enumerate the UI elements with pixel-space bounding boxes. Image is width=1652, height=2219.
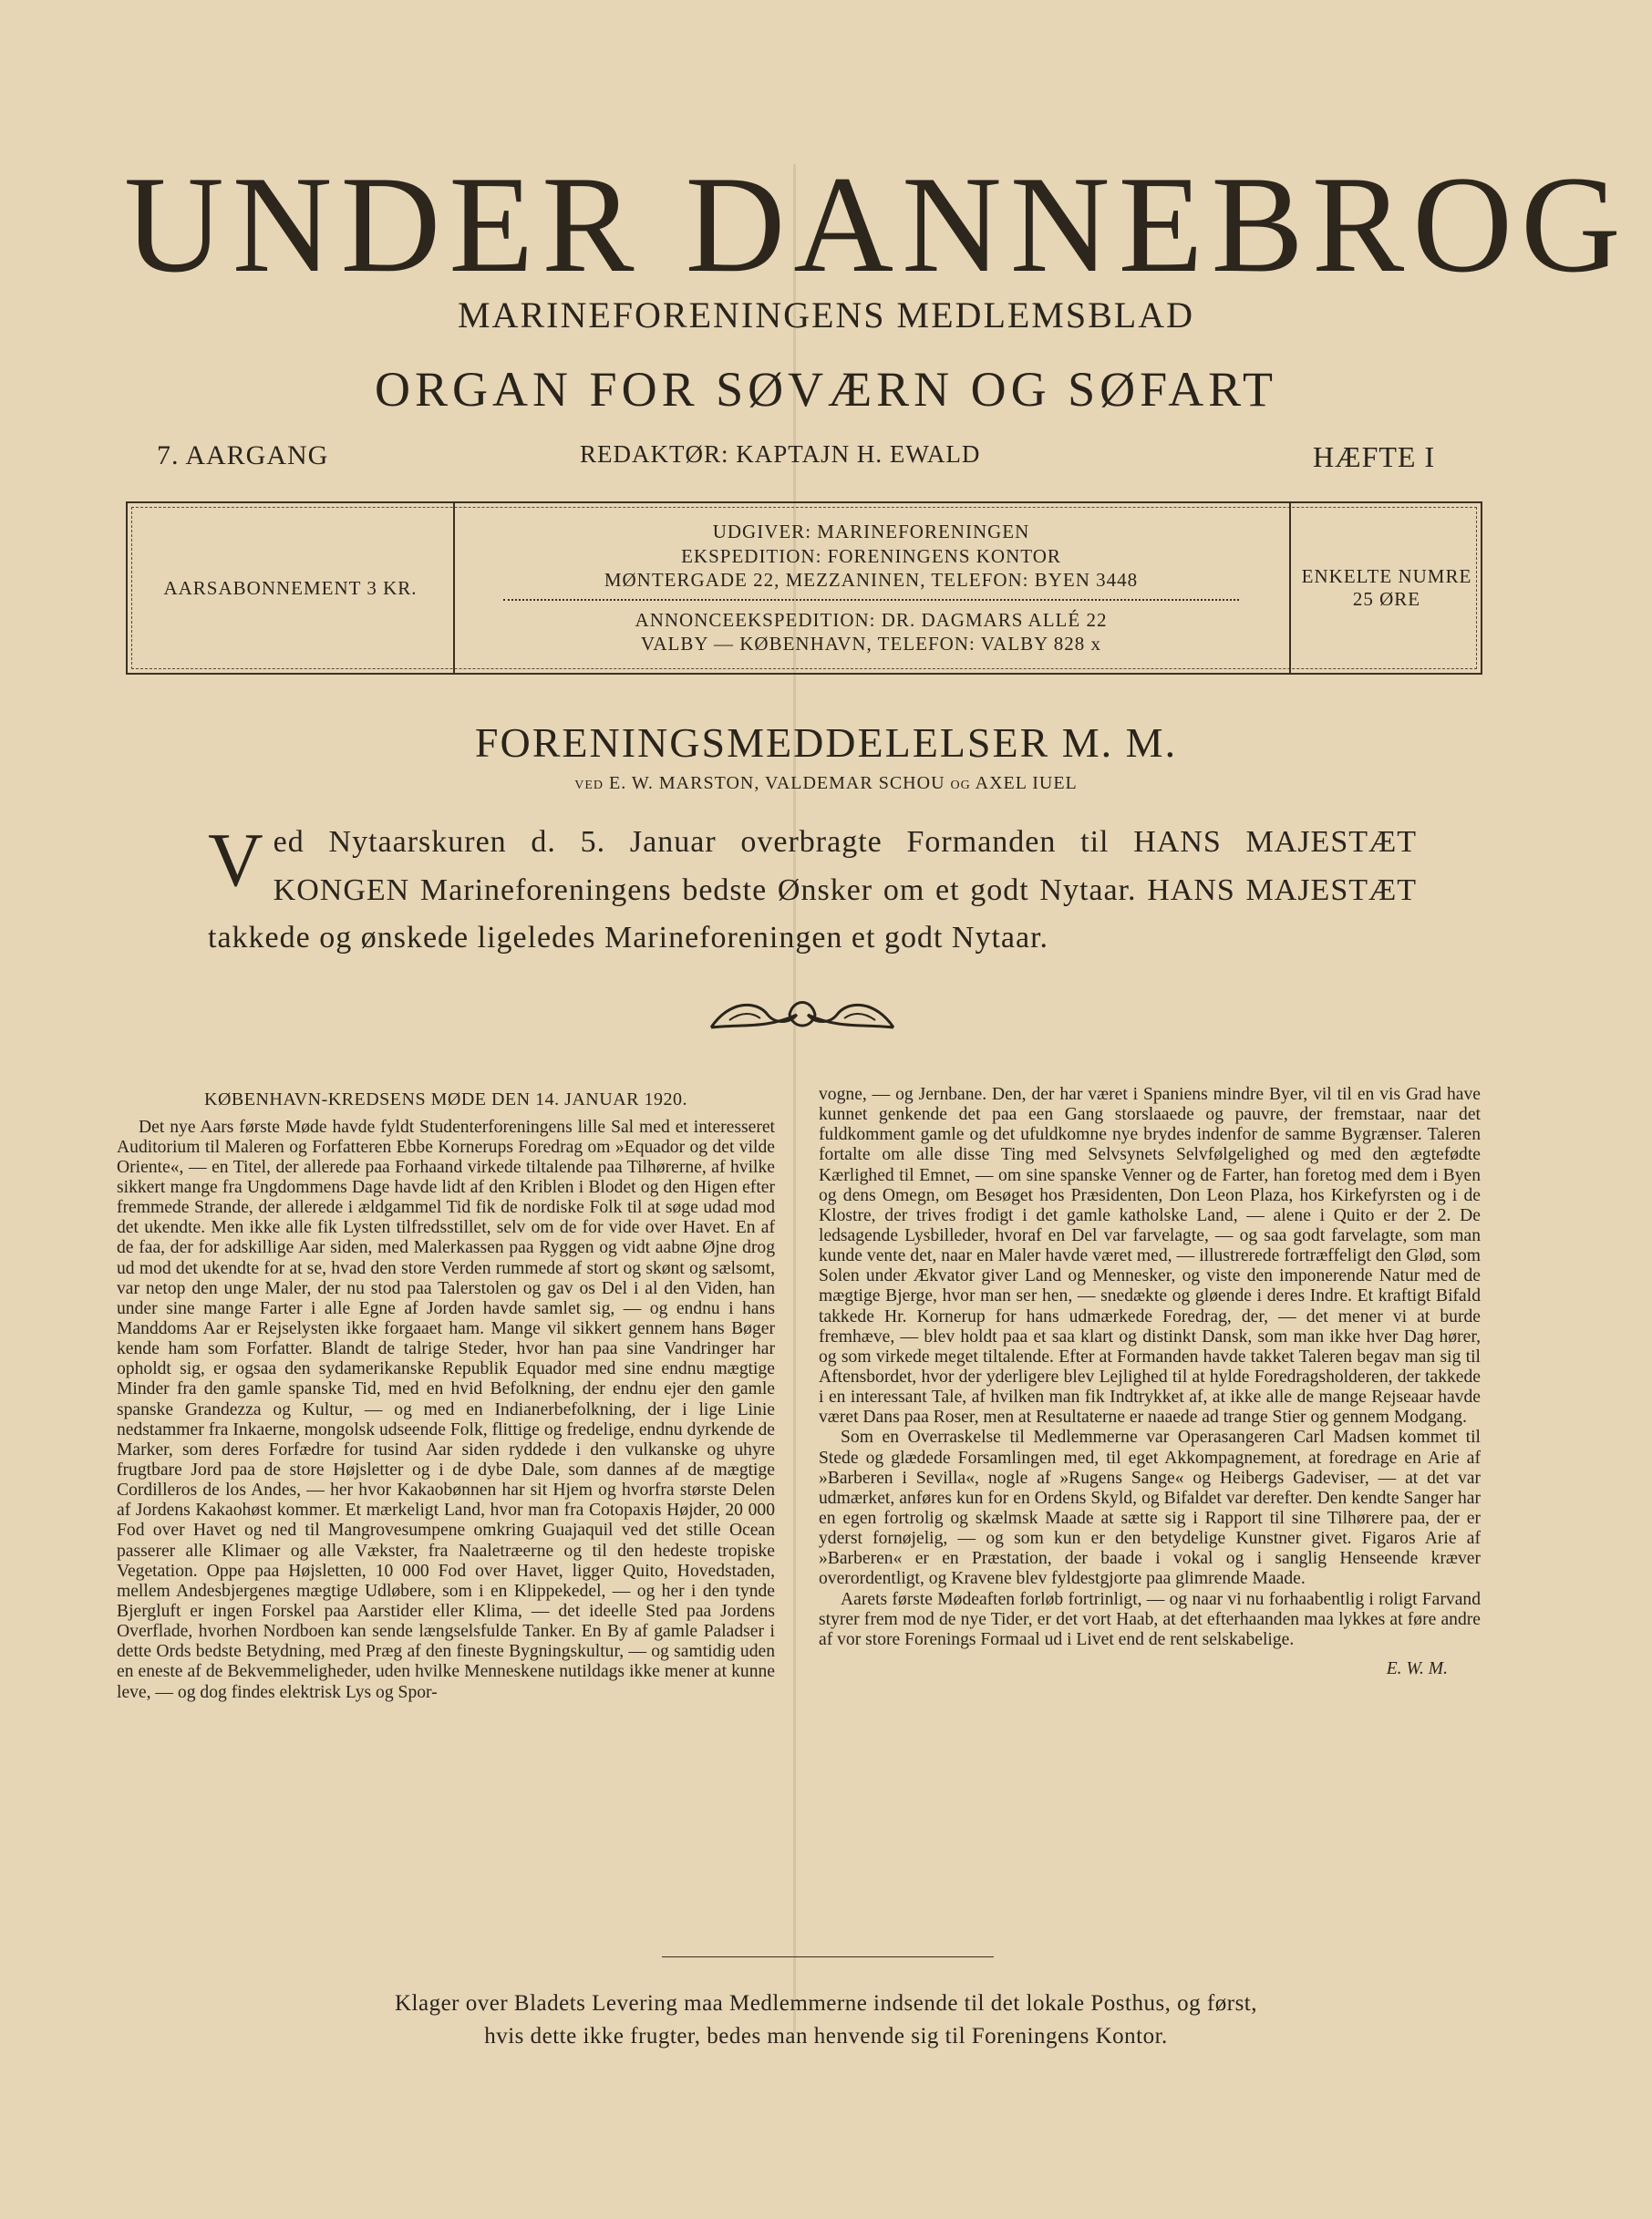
drop-cap: V	[208, 818, 264, 903]
subscription-price: AARSABONNEMENT 3 KR.	[163, 576, 418, 599]
byline-names: AXEL IUEL	[975, 773, 1078, 793]
scroll-ornament-icon	[702, 987, 903, 1042]
issue-label: HÆFTE I	[1313, 440, 1436, 473]
article-column-right	[819, 1085, 1481, 1679]
article-paragraph: Det nye Aars første Møde havde fyldt Studenterforeningens lille Sal med et interesseret Auditorium til Maleren og Forfatteren Ebbe Kornerups Foredrag om »Equador og det vilde Oriente«, — en Titel, der allerede paa Forhaand virkede tiltalende paa Tilhørerne, af hvilke sikkert mange fra Ungdommens Dage havde lidt af den Kriblen i Blodet og den Higen efter fremmede Strande, der allerede i ældgammel Tid fik de nordiske Folk til at søge udad mod det ukendte. Men ikke alle fik Lysten tilfredsstillet, selv om de for vide over Havet. En af de faa, der for adskillige Aar siden, med Malerkassen paa Ryggen og vidt aabne Øjne drog ud mod det ukendte for at se, hvad den store Verden rummede af stort og skønt og sælsomt, var netop den unge Maler, der nu stod paa Talerstolen og gav os Del i al den Viden, han under sine mange Farter i alle Egne af Jorden havde samlet sig, — og endnu i hans Manddoms Aar er Rejselysten ikke forgaaet ham. Mange vil sikkert gennem hans Bøger kende ham som Forfatter. Blandt de talrige Steder, hvor han paa sine Vandringer har opholdt sig, er ogsaa den sydamerikanske Republik Equador med sine endnu mægtige Minder fra den gamle spanske Tid, med en hvid Befolkning, der endnu ejer den gamle spanske Grandezza og Kultur, — og med en Indianerbefolkning, der i lige Linie nedstammer fra Inkaerne, mongolsk udseende Folk, flittige og fredelige, endnu dyrkende de Marker, som deres Forfædre for tusind Aar siden ryddede i den vulkanske og uhyre frugtbare Jord paa de store Højsletter og i de dybe Dale, som dannes af de mægtige Cordilleros de los Andes, — her hvor Kakaobønnen har sit Hjem og hvorfra største Delen af Jordens Kakaohøst kommer. Et mærkeligt Land, hvor man fra Cotopaxis Højder, 20 000 Fod over Havet og ned til Mangrovesumpene omkring Guajaquil ved det stille Ocean passerer alle Klimaer og alle Vækster, fra Naaletræerne og til den hedeste tropiske Vegetation. Oppe paa Højsletten, 10 000 Fod over Havet, ligger Quito, Hovedstaden, mellem Andesbjergenes mægtige Udløbere, som i en Klippekedel, — og her i den tynde Bjergluft er ingen Forskel paa Aarstider eller Klima, — det ideelle Sted paa Jordens Overflade, hvorhen Nordboen kan sende længselsfulde Tanker. En By af gamle Paladser i dette Ords bedste Betydning, med Præg af den fineste Bygningskultur, — og samtidig uden en eneste af de Bekvemmeligheder, uden hvilke Menneskene nutildags ikke mener at kunne leve, — og dog findes elektrisk Lys og Spor-	[117, 1117, 775, 1702]
info-box	[126, 501, 1482, 675]
masthead-subtitle: MARINEFORENINGENS MEDLEMSBLAD	[457, 294, 1195, 335]
masthead-title: UNDER DANNEBROG	[124, 148, 1629, 301]
byline-ved: VED	[574, 779, 604, 792]
publisher-block	[604, 520, 1138, 592]
footer-notice	[0, 1987, 1652, 2054]
footer-line: Klager over Bladets Levering maa Medlemmerne indsende til det lokale Posthus, og først,	[394, 1991, 1258, 2016]
subscription-cell	[128, 503, 455, 673]
article-column-left	[117, 1089, 775, 1703]
ads-line: VALBY — KØBENHAVN, TELEFON: VALBY 828 x	[640, 633, 1102, 655]
ads-block	[635, 608, 1108, 656]
article-paragraph: vogne, — og Jernbane. Den, der har været i Spaniens mindre Byer, vil til en vis Grad have kunnet genkende det paa een Gang storslaaede og pauvre, der fremstaar, naar det fuldkomment gamle og det ufuldkomne nye brydes indenfor de samme Bygrænser. Taleren fortalte om alle disse Ting med Selvsynets Selvfølgelighed og med den ægtefødte Kærlighed til Emnet, — om sine spanske Venner og de Farter, han foretog med dem i Byen og dens Omegn, om Besøget hos Præsidenten, Don Leon Plaza, hos Kirkefyrsten og i de Klostre, der trives frodigt i det gamle katholske Land, — alene i Quito er der 2. De ledsagende Lysbilleder, hvoraf en Del var farvelagte, — og saa godt farvelagte, som man kunde vente det, naar en Maler havde været med, — illustrerede fortræffeligt den Glød, som Solen under Ækvator giver Land og Mennesker, og viste den imponerende Natur med de mægtige Bjerge, hvor man ser hen, — snedækte og gløende i deres Indre. Et kraftigt Bifald takkede Hr. Kornerup for hans udmærkede Foredrag, der, — det mener vi at burde fremhæve, — blev holdt paa et saa klart og distinkt Dansk, som man ikke hver Dag hører, og som virkede meget tiltalende. Efter at Formanden havde takket Taleren begav man sig til Aftensbordet, hvor der yderligere blev Lejlighed til at hylde Foredragsholderen, der takkede i en interessant Tale, af hvilken man fik Indtrykket af, at ikke alle de mange Rejseaar havde været Dans paa Roser, men at Resultaterne er naaede ad trange Stier og gennem Modgang.	[819, 1085, 1481, 1428]
lead-text: ed Nytaarskuren d. 5. Januar overbragte Formanden til HANS MAJESTÆT KONGEN Marineforeningens bedste Ønsker om et godt Nytaar. HANS MAJESTÆT takkede og ønskede ligeledes Marineforeningen et godt Nytaar.	[208, 825, 1417, 955]
single-issue-cell	[1289, 503, 1484, 673]
footer-line: hvis dette ikke frugter, bedes man henvende sig til Foreningens Kontor.	[484, 2024, 1168, 2049]
ads-line: ANNONCEEKSPEDITION: DR. DAGMARS ALLÉ 22	[635, 609, 1108, 632]
masthead-organ: ORGAN FOR SØVÆRN OG SØFART	[375, 362, 1277, 417]
lead-paragraph	[208, 819, 1417, 963]
single-issue-price: ENKELTE NUMRE 25 ØRE	[1301, 565, 1472, 610]
byline-og: OG	[950, 779, 971, 792]
dotted-divider	[503, 599, 1239, 601]
publisher-line: UDGIVER: MARINEFORENINGEN	[712, 521, 1030, 543]
section-byline	[0, 773, 1652, 794]
editor-label: REDAKTØR: KAPTAJN H. EWALD	[580, 440, 981, 468]
article-paragraph: Aarets første Mødeaften forløb fortrinligt, — og naar vi nu forhaabentlig i roligt Farvand styrer frem mod de nye Tider, er det vort Haab, at det efterhaanden maa lykkes at føre andre af vor store Forenings Formaal ud i Livet end de rent selskabelige.	[819, 1589, 1481, 1649]
section-heading: FORENINGSMEDDELELSER M. M.	[474, 719, 1178, 766]
volume-label: 7. AARGANG	[157, 440, 329, 470]
article-signature: E. W. M.	[1386, 1658, 1448, 1678]
publisher-line: EKSPEDITION: FORENINGENS KONTOR	[681, 544, 1061, 567]
footer-rule	[662, 1956, 994, 1957]
publisher-cell	[453, 503, 1291, 673]
publisher-line: MØNTERGADE 22, MEZZANINEN, TELEFON: BYEN 3448	[604, 568, 1139, 591]
article-paragraph: Som en Overraskelse til Medlemmerne var Operasangeren Carl Madsen kommet til Stede og glædede Forsamlingen med, til eget Akkompagnement, at foredrage en Arie af »Barberen i Sevilla«, nogle af »Rugens Sange« og Heibergs Gadeviser, — at det var udmærket, anføres kun for en Ordens Skyld, og Bifaldet var derefter. Den kendte Sanger har en egen fortrolig og skælmsk Maade at sætte sig i Rapport til sine Tilhørere paa, der er yderst fornøjelig, — og som kun er den betydelige Kunstner givet. Figaros Arie af »Barberen« er en Præstation, der baade i vokal og i sanglig Henseende kræver overordentligt, og Kravene blev fyldestgjorte paa glimrende Maade.	[819, 1428, 1481, 1589]
article-heading: KØBENHAVN-KREDSENS MØDE DEN 14. JANUAR 1920.	[204, 1089, 687, 1110]
byline-names: E. W. MARSTON, VALDEMAR SCHOU	[609, 773, 945, 793]
